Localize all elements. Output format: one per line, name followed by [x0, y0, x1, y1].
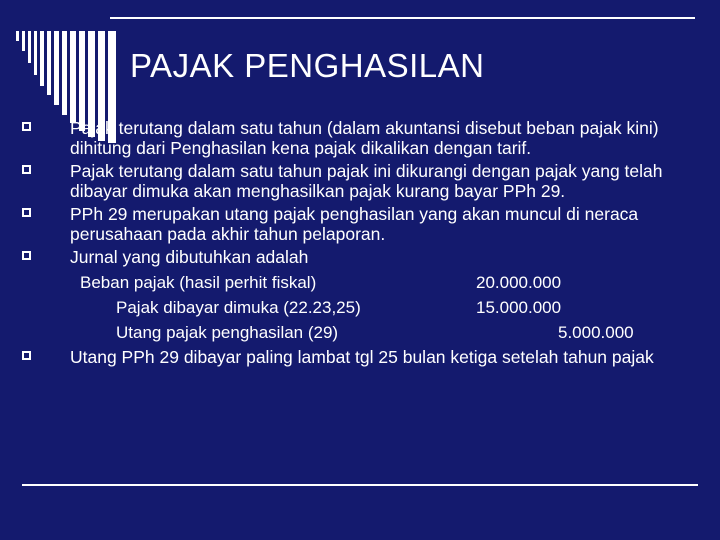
journal-row-credit [22, 295, 698, 320]
bullet-item [22, 204, 698, 244]
journal-amount: 15.000.000 [476, 298, 562, 317]
bullet-item [22, 118, 698, 158]
bullet-square-icon [22, 351, 31, 360]
decorative-stripe [79, 31, 85, 131]
journal-amount: 5.000.000 [558, 323, 634, 342]
bullet-square-icon [22, 165, 31, 174]
decorative-stripe [47, 31, 51, 95]
decorative-stripe [54, 31, 59, 105]
bullet-item [22, 247, 698, 267]
bottom-divider [22, 484, 698, 486]
journal-account: Beban pajak (hasil perhit fiskal) [80, 273, 317, 292]
decorative-stripe [22, 31, 25, 51]
bullet-list [22, 118, 698, 370]
bullet-square-icon [22, 122, 31, 131]
bullet-square-icon [22, 251, 31, 260]
journal-entry [22, 270, 698, 345]
bullet-square-icon [22, 208, 31, 217]
bullet-text: Pajak terutang dalam satu tahun (dalam akuntansi disebut beban pajak kini) dihitung dari Penghasilan kena pajak dikalikan dengan tarif. [70, 118, 659, 158]
journal-account: Utang pajak penghasilan (29) [116, 323, 339, 342]
bullet-text: Pajak terutang dalam satu tahun pajak ini dikurangi dengan pajak yang telah dibayar dimuka akan menghasilkan pajak kurang bayar PPh 29. [70, 161, 663, 201]
slide-title: PAJAK PENGHASILAN [130, 47, 485, 84]
journal-amount: 20.000.000 [476, 273, 562, 292]
decorative-stripe [28, 31, 31, 63]
journal-account: Pajak dibayar dimuka (22.23,25) [116, 298, 361, 317]
journal-row-credit [22, 320, 698, 345]
decorative-stripe [62, 31, 67, 115]
decorative-stripe [70, 31, 76, 123]
journal-row-debit [22, 270, 698, 295]
bullet-text: PPh 29 merupakan utang pajak penghasilan yang akan muncul di neraca perusahaan pada akhir tahun pelaporan. [70, 204, 639, 244]
decorative-stripe [40, 31, 44, 86]
bullet-text: Jurnal yang dibutuhkan adalah [70, 247, 309, 267]
bullet-text: Utang PPh 29 dibayar paling lambat tgl 25 bulan ketiga setelah tahun pajak [70, 347, 654, 367]
decorative-stripe [34, 31, 37, 75]
bullet-item [22, 161, 698, 201]
top-divider [110, 17, 695, 19]
bullet-item [22, 347, 698, 367]
decorative-stripe [16, 31, 19, 41]
